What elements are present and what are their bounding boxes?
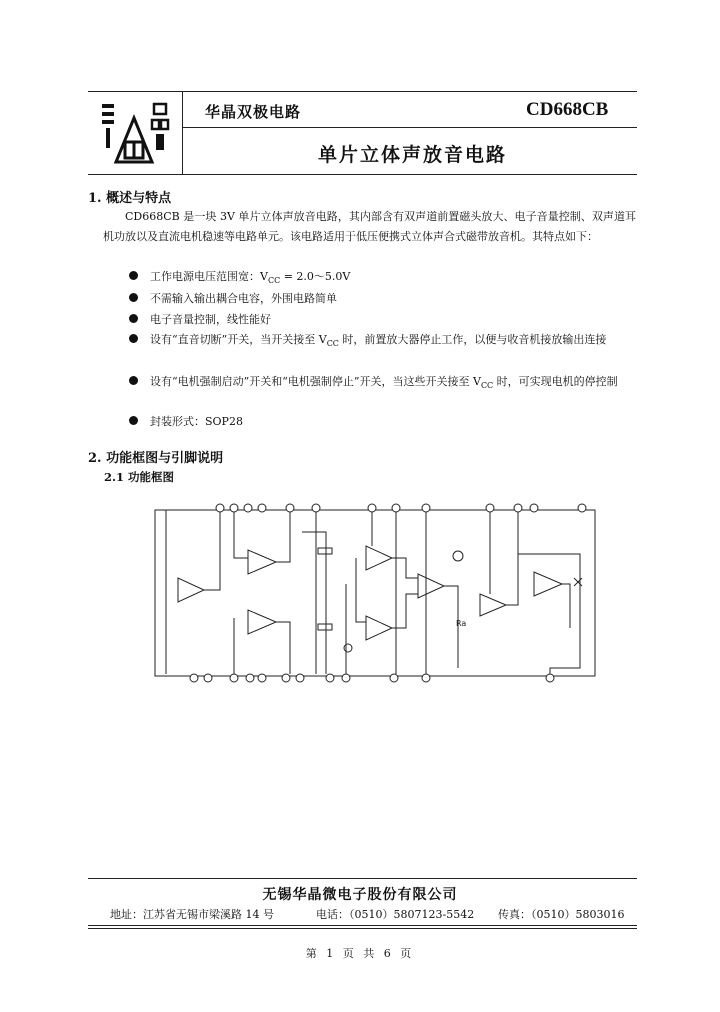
footer-company: 无锡华晶微电子股份有限公司 — [262, 887, 458, 903]
feature-item: 设有“直音切断”开关，当开关接至 $V_{CC}$ 时，前置放大器停止工作，以便与收音机接放输出连接 — [130, 330, 630, 353]
feature-item: 电子音量控制，线性能好 — [130, 310, 630, 329]
footer-address: 地址：江苏省无锡市梁溪路 14 号 — [110, 908, 274, 921]
section2-subheading: 2.1 功能框图 — [104, 470, 175, 484]
bullet-dot — [129, 416, 138, 425]
header-top-rule — [88, 91, 637, 92]
header-bottom-rule — [88, 174, 637, 175]
document-title: 单片立体声放音电路 — [318, 144, 508, 166]
company-logo — [98, 98, 170, 166]
feature-item: 工作电源电压范围宽：$V_{CC}$ = 2.0～5.0V — [130, 267, 630, 290]
section1-heading: 1. 概述与特点 — [88, 191, 172, 206]
bottom-pins — [190, 674, 554, 682]
feature-item: 不需输入输出耦合电容，外围电路简单 — [130, 289, 630, 308]
model-number: CD668CB — [526, 99, 609, 120]
feature-item: 封装形式：SOP28 — [130, 412, 630, 431]
company-short-name: 华晶双极电路 — [205, 103, 302, 121]
section2-heading: 2. 功能框图与引脚说明 — [88, 451, 224, 466]
footer-phone: 电话：（0510）5807123-5542 — [316, 908, 475, 921]
footer-fax: 传真：（0510）5803016 — [498, 908, 625, 921]
resistor-label: Ra — [456, 619, 467, 628]
functional-block-diagram — [150, 498, 602, 690]
bullet-dot — [129, 314, 138, 323]
section1-intro: CD668CB 是一块 3V 单片立体声放音电路，其内部含有双声道前置磁头放大、电子音量控制、双声道耳机功放以及直流电机稳速等电路单元。该电路适用于低压便携式立体声合式磁带放音机。其特点如下： — [103, 210, 636, 243]
bullet-dot — [129, 271, 138, 280]
feature-item: 设有“电机强制启动”开关和“电机强制停止”开关，当这些开关接至 $V_{CC}$ 时，可实现电机的停控制 — [130, 372, 630, 395]
bullet-dot — [129, 376, 138, 385]
footer-bottom-rule — [88, 925, 637, 926]
header-mid-rule — [182, 127, 637, 128]
top-pins — [216, 504, 586, 512]
footer-bottom-rule-2 — [88, 928, 637, 929]
header-divider — [182, 91, 183, 174]
bullet-dot — [129, 293, 138, 302]
bullet-dot — [129, 334, 138, 343]
footer-top-rule — [88, 878, 637, 879]
page-number: 第 1 页 共 6 页 — [305, 947, 415, 960]
